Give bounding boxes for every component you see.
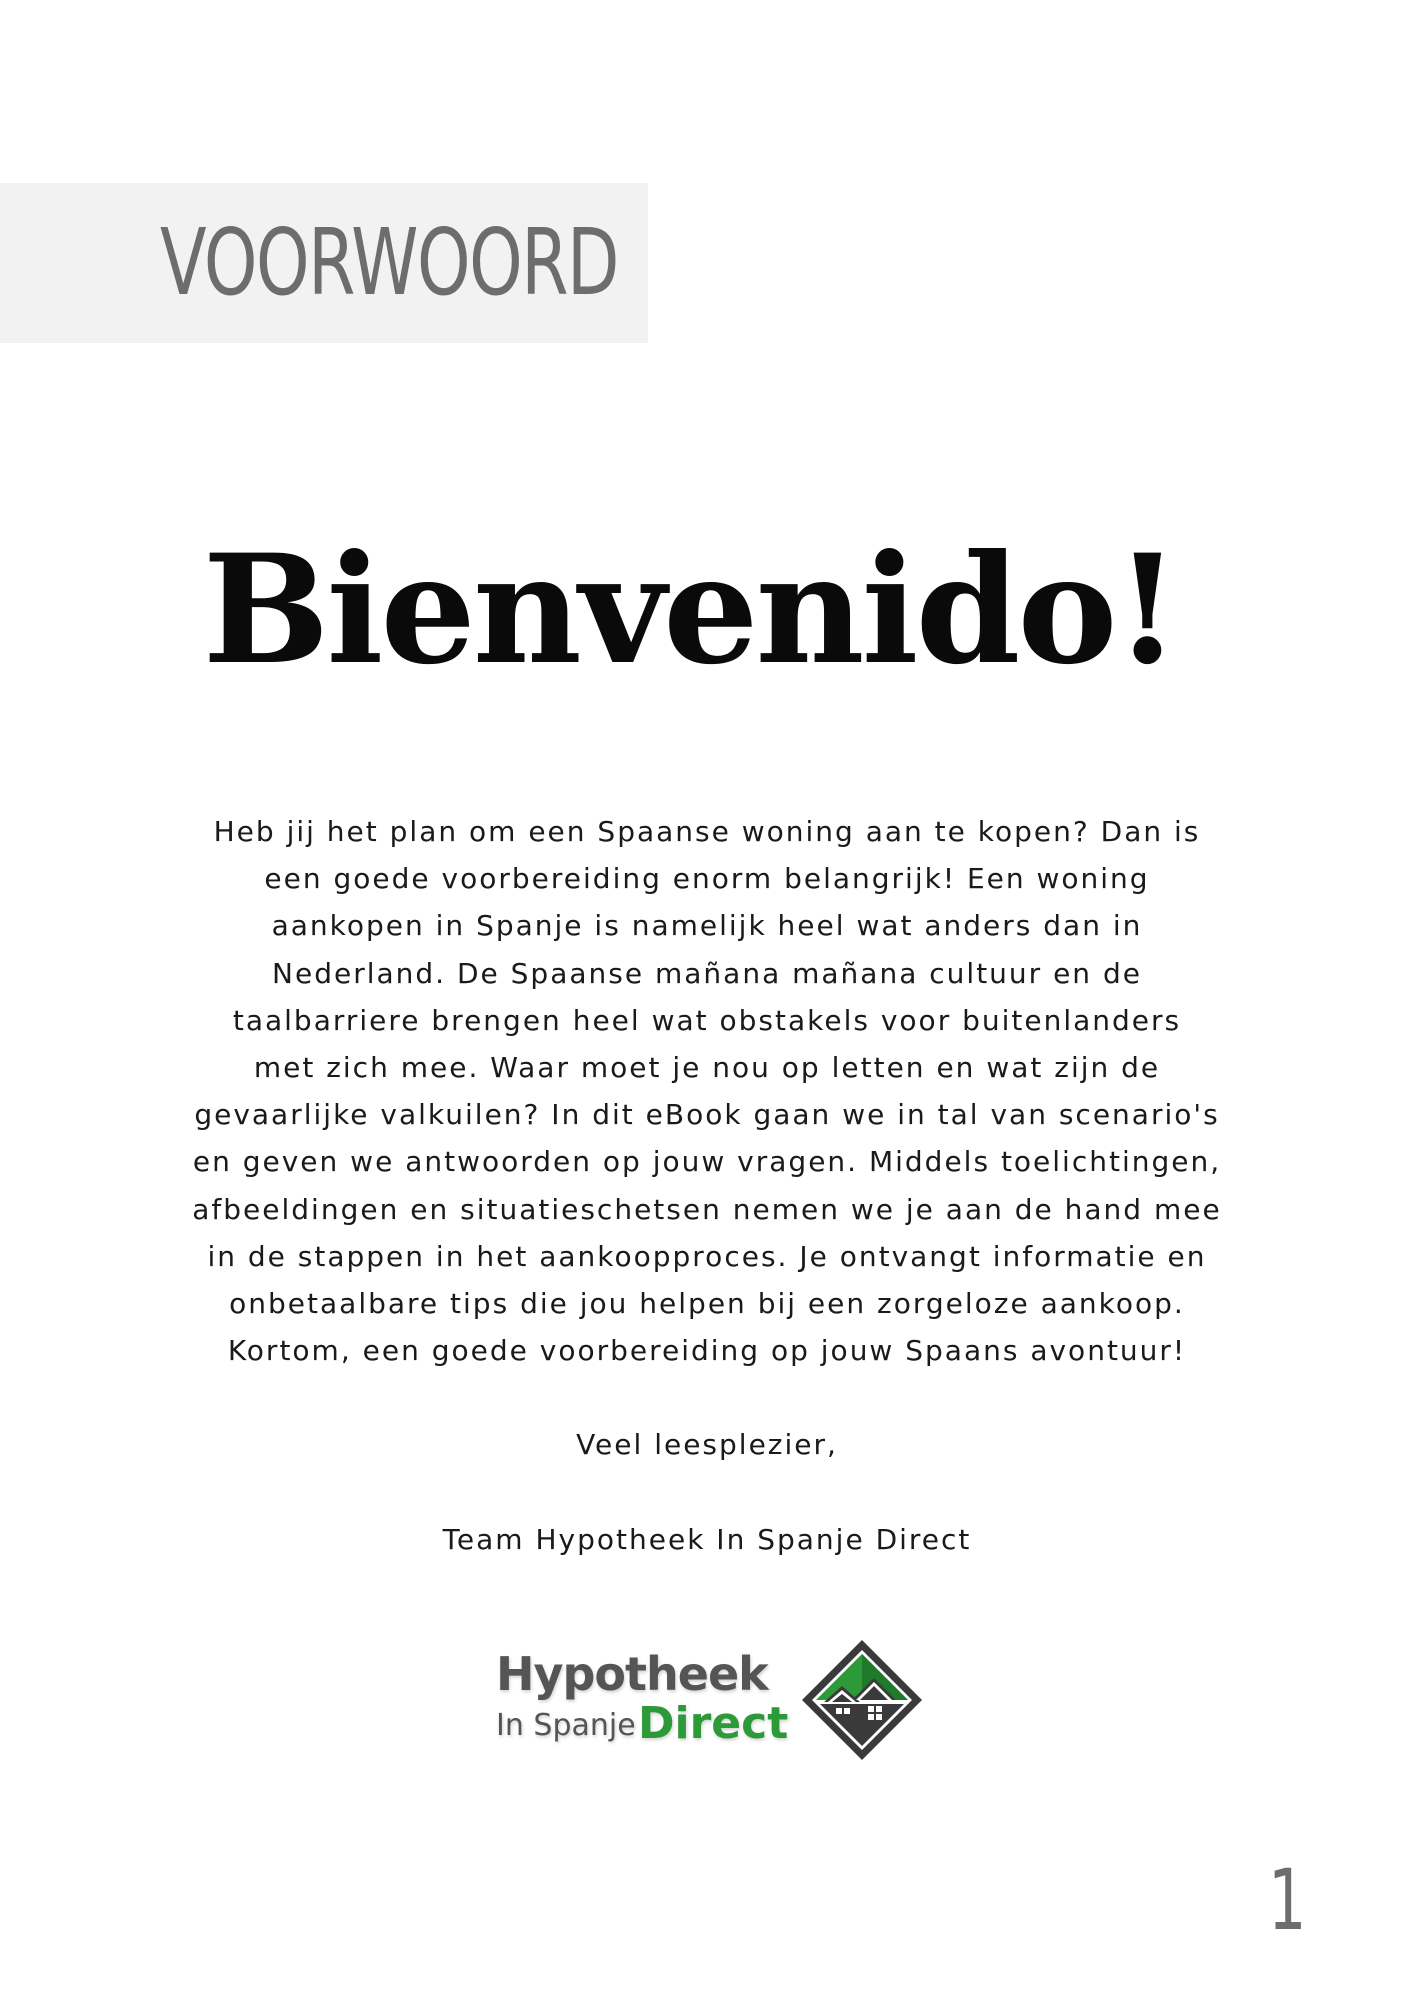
section-label: VOORWOORD bbox=[160, 209, 618, 316]
paragraph-line: gevaarlijke valkuilen? In dit eBook gaan we in tal van scenario's bbox=[194, 1098, 1220, 1132]
page-title: Bienvenido! bbox=[202, 522, 1178, 698]
paragraph-line: Heb jij het plan om een Spaanse woning aan te kopen? Dan is bbox=[213, 815, 1201, 848]
paragraph-line: een goede voorbereiding enorm belangrijk! Een woning bbox=[264, 862, 1150, 896]
paragraph-line: taalbarriere brengen heel wat obstakels voor buitenlanders bbox=[232, 1003, 1182, 1037]
paragraph-line: in de stappen in het aankoopproces. Je ontvangt informatie en bbox=[207, 1239, 1207, 1273]
paragraph-line: Nederland. De Spaanse mañana mañana cultuur en de bbox=[272, 956, 1142, 990]
paragraph-line: onbetaalbare tips die jou helpen bij een zorgeloze aankoop. bbox=[229, 1287, 1185, 1321]
paragraph-line: met zich mee. Waar moet je nou op letten en wat zijn de bbox=[253, 1051, 1161, 1085]
intro-paragraph bbox=[180, 808, 1234, 1374]
logo-word-direct: Direct bbox=[638, 1698, 789, 1749]
closing-signature: Team Hypotheek In Spanje Direct bbox=[442, 1523, 972, 1556]
logo-word-in-spanje: In Spanje bbox=[496, 1708, 636, 1743]
company-logo bbox=[490, 1636, 930, 1766]
paragraph-line: aankopen in Spanje is namelijk heel wat anders dan in bbox=[271, 909, 1143, 943]
paragraph-line: afbeeldingen en situatieschetsen nemen we je aan de hand mee bbox=[192, 1192, 1222, 1226]
logo-word-hypotheek: Hypotheek bbox=[496, 1647, 768, 1701]
closing-greeting: Veel leesplezier, bbox=[576, 1428, 838, 1461]
paragraph-line: Kortom, een goede voorbereiding op jouw Spaans avontuur! bbox=[227, 1334, 1187, 1368]
section-banner bbox=[0, 183, 648, 343]
page-number: 1 bbox=[1268, 1851, 1307, 1949]
paragraph-line: en geven we antwoorden op jouw vragen. Middels toelichtingen, bbox=[192, 1145, 1222, 1179]
house-diamond-icon bbox=[798, 1636, 926, 1764]
